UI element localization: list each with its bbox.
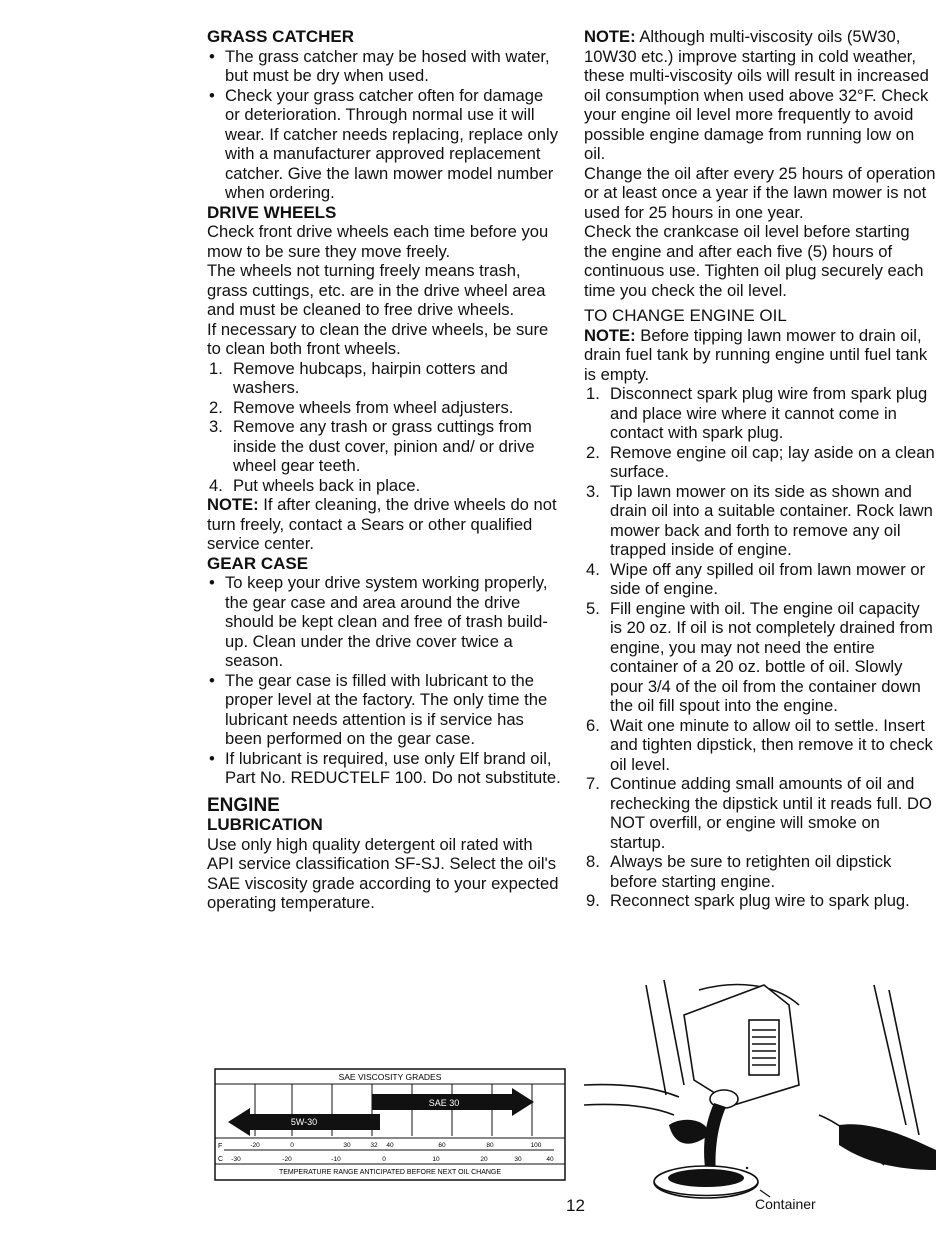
list-item: • The grass catcher may be hosed with water, but must be dry when used. bbox=[207, 47, 562, 86]
list-item: • If lubricant is required, use only Elf brand oil, Part No. REDUCTELF 100. Do not substitute. bbox=[207, 749, 562, 788]
paragraph: Change the oil after every 25 hours of operation or at least once a year if the lawn mower is not used for 25 hours in one year. bbox=[584, 163, 936, 222]
c-tick: 30 bbox=[514, 1156, 522, 1163]
f-tick: 0 bbox=[290, 1142, 294, 1149]
f-scale bbox=[250, 1142, 542, 1149]
list-item: 5. Fill engine with oil. The engine oil capacity is 20 oz. If oil is not completely drained from engine, you may not need the entire container of a 20 oz. bottle of oil. Slowly pour 3/4 of the oil from the container down the oil fill spout into the engine. bbox=[586, 598, 933, 715]
step-text: Fill engine with oil. The engine oil capacity is 20 oz. If oil is not completely drained from engine, you may not need the entire container of a 20 oz. bottle of oil. Slowly pour 3/4 of the oil from the container down the oil fill spout into the engine. bbox=[610, 598, 933, 715]
paragraph: Check front drive wheels each time before you mow to be sure they move freely. bbox=[207, 222, 549, 261]
chart-caption: TEMPERATURE RANGE ANTICIPATED BEFORE NEXT OIL CHANGE bbox=[278, 1169, 502, 1176]
c-scale bbox=[231, 1156, 554, 1163]
note bbox=[584, 27, 936, 164]
5w30-bar bbox=[228, 1108, 380, 1136]
grass-catcher-heading: GRASS CATCHER bbox=[207, 27, 355, 46]
note-label: NOTE: bbox=[584, 27, 636, 46]
left-column bbox=[207, 27, 562, 913]
c-tick: 40 bbox=[546, 1156, 554, 1163]
engine-heading: ENGINE bbox=[207, 794, 280, 816]
container-oil bbox=[668, 1169, 744, 1187]
step-text: Reconnect spark plug wire to spark plug. bbox=[610, 891, 910, 910]
sae-viscosity-chart bbox=[214, 1068, 566, 1181]
f-tick: 30 bbox=[343, 1142, 351, 1149]
drive-wheels-heading: DRIVE WHEELS bbox=[207, 202, 337, 222]
gear-case-heading: GEAR CASE bbox=[207, 553, 309, 573]
f-tick: 40 bbox=[386, 1142, 394, 1149]
step-text: Continue adding small amounts of oil and rechecking the dipstick until it reads full. DO NOT overfill, or engine will smoke on startup. bbox=[610, 774, 932, 852]
step-text: Put wheels back in place. bbox=[233, 475, 421, 495]
list-item: 1. Disconnect spark plug wire from spark plug and place wire where it cannot come in contact with spark plug. bbox=[586, 384, 928, 442]
f-scale-label: F bbox=[218, 1143, 223, 1150]
c-scale-label: C bbox=[218, 1156, 224, 1163]
paragraph: If necessary to clean the drive wheels, be sure to clean both front wheels. bbox=[207, 319, 549, 358]
note-text: Before tipping lawn mower to drain oil, drain fuel tank by running engine until fuel tank is empty. bbox=[584, 325, 928, 384]
list-item: 7. Continue adding small amounts of oil and rechecking the dipstick until it reads full. DO NOT overfill, or engine will smoke on startup. bbox=[586, 774, 932, 852]
step-text: Remove engine oil cap; lay aside on a clean surface. bbox=[610, 442, 935, 481]
note-text: Although multi-viscosity oils (5W30, 10W30 etc.) improve starting in cold weather, these multi-viscosity oils will result in increased oil consumption when used above 32°F. Check your engine oil level more frequently to avoid possible engine damage from running low on oil. bbox=[584, 27, 929, 163]
step-text: Disconnect spark plug wire from spark plug and place wire where it cannot come in contact with spark plug. bbox=[610, 384, 928, 442]
list-item: 1. Remove hubcaps, hairpin cotters and washers. bbox=[209, 358, 508, 397]
list-item: 2. Remove wheels from wheel adjusters. bbox=[209, 397, 514, 417]
paragraph: The wheels not turning freely means trash, grass cuttings, etc. are in the drive wheel area and must be cleaned to free drive wheels. bbox=[207, 261, 546, 319]
c-tick: 0 bbox=[382, 1156, 386, 1163]
page-number: 12 bbox=[566, 1196, 585, 1215]
step-text: Remove wheels from wheel adjusters. bbox=[233, 397, 514, 417]
paragraph: Check the crankcase oil level before starting the engine and after each five (5) hours of continuous use. Tighten oil plug securely each time you check the oil level. bbox=[584, 222, 924, 300]
f-tick: 80 bbox=[486, 1142, 494, 1149]
step-text: Wipe off any spilled oil from lawn mower or side of engine. bbox=[610, 559, 926, 598]
list-item: 4. Put wheels back in place. bbox=[209, 475, 421, 495]
oil-drain-illustration bbox=[584, 975, 936, 1215]
list-item: 8. Always be sure to retighten oil dipstick before starting engine. bbox=[586, 852, 892, 891]
list-item: 2. Remove engine oil cap; lay aside on a clean surface. bbox=[586, 442, 935, 481]
list-item: 3. Remove any trash or grass cuttings from inside the dust cover, pinion and/ or drive wheel gear teeth. bbox=[209, 417, 535, 475]
step-text: Wait one minute to allow oil to settle. Insert and tighten dipstick, then remove it to check oil level. bbox=[610, 715, 933, 774]
list-item: 4. Wipe off any spilled oil from lawn mower or side of engine. bbox=[586, 559, 926, 598]
note bbox=[584, 326, 936, 385]
f-tick: 60 bbox=[438, 1142, 446, 1149]
note-label: NOTE: bbox=[207, 495, 259, 514]
list-item: • To keep your drive system working properly, the gear case and area around the drive should be kept clean and free of trash build-up. Clean under the drive cover twice a season. bbox=[207, 573, 562, 671]
list-item: • Check your grass catcher often for damage or deterioration. Through normal use it will wear. If catcher needs replacing, replace only with a manufacturer approved replacement catcher. Give the lawn mower model number when ordering. bbox=[207, 86, 562, 203]
lubrication-heading: LUBRICATION bbox=[207, 815, 323, 834]
f-tick: 32 bbox=[370, 1142, 378, 1149]
list-item: 3. Tip lawn mower on its side as shown and drain oil into a suitable container. Rock lawn mower back and forth to remove any oil trapped inside of engine. bbox=[586, 481, 933, 559]
right-column bbox=[584, 27, 936, 911]
note bbox=[207, 495, 562, 554]
change-oil-steps bbox=[584, 384, 936, 911]
list-item: • The gear case is filled with lubricant to the proper level at the factory. The only time the lubricant needs attention is if service has been performed on the gear case. bbox=[207, 671, 562, 749]
list-item: 6. Wait one minute to allow oil to settle. Insert and tighten dipstick, then remove it to check oil level. bbox=[586, 715, 933, 774]
note-label: NOTE: bbox=[584, 325, 636, 345]
c-tick: 20 bbox=[480, 1156, 488, 1163]
step-text: Remove any trash or grass cuttings from inside the dust cover, pinion and/ or drive wheel gear teeth. bbox=[233, 417, 535, 475]
step-text: Tip lawn mower on its side as shown and drain oil into a suitable container. Rock lawn mower back and forth to remove any oil trapped inside of engine. bbox=[610, 481, 933, 559]
note-text: If after cleaning, the drive wheels do not turn freely, contact a Sears or other qualified service center. bbox=[207, 495, 557, 553]
paragraph: Use only high quality detergent oil rated with API service classification SF-SJ. Select the oil's SAE viscosity grade according to your expected operating temperature. bbox=[207, 834, 559, 912]
list-item: 9. Reconnect spark plug wire to spark plug. bbox=[586, 891, 910, 910]
drive-wheels-steps bbox=[207, 359, 562, 496]
change-oil-heading: TO CHANGE ENGINE OIL bbox=[584, 306, 787, 325]
sae30-label: SAE 30 bbox=[428, 1098, 460, 1108]
f-tick: -20 bbox=[250, 1142, 260, 1149]
step-text: Always be sure to retighten oil dipstick before starting engine. bbox=[610, 852, 892, 891]
chart-title: SAE VISCOSITY GRADES bbox=[338, 1072, 442, 1082]
grass-catcher-list bbox=[207, 47, 562, 203]
step-text: Remove hubcaps, hairpin cotters and washers. bbox=[233, 358, 508, 397]
container-label: Container bbox=[755, 1196, 816, 1212]
c-tick: -10 bbox=[331, 1156, 341, 1163]
c-tick: 10 bbox=[432, 1156, 440, 1163]
c-tick: -30 bbox=[231, 1156, 241, 1163]
5w30-label: 5W-30 bbox=[290, 1117, 318, 1127]
f-tick: 100 bbox=[530, 1142, 542, 1149]
sae30-bar bbox=[372, 1088, 534, 1116]
c-tick: -20 bbox=[282, 1156, 292, 1163]
gear-case-list bbox=[207, 573, 562, 788]
